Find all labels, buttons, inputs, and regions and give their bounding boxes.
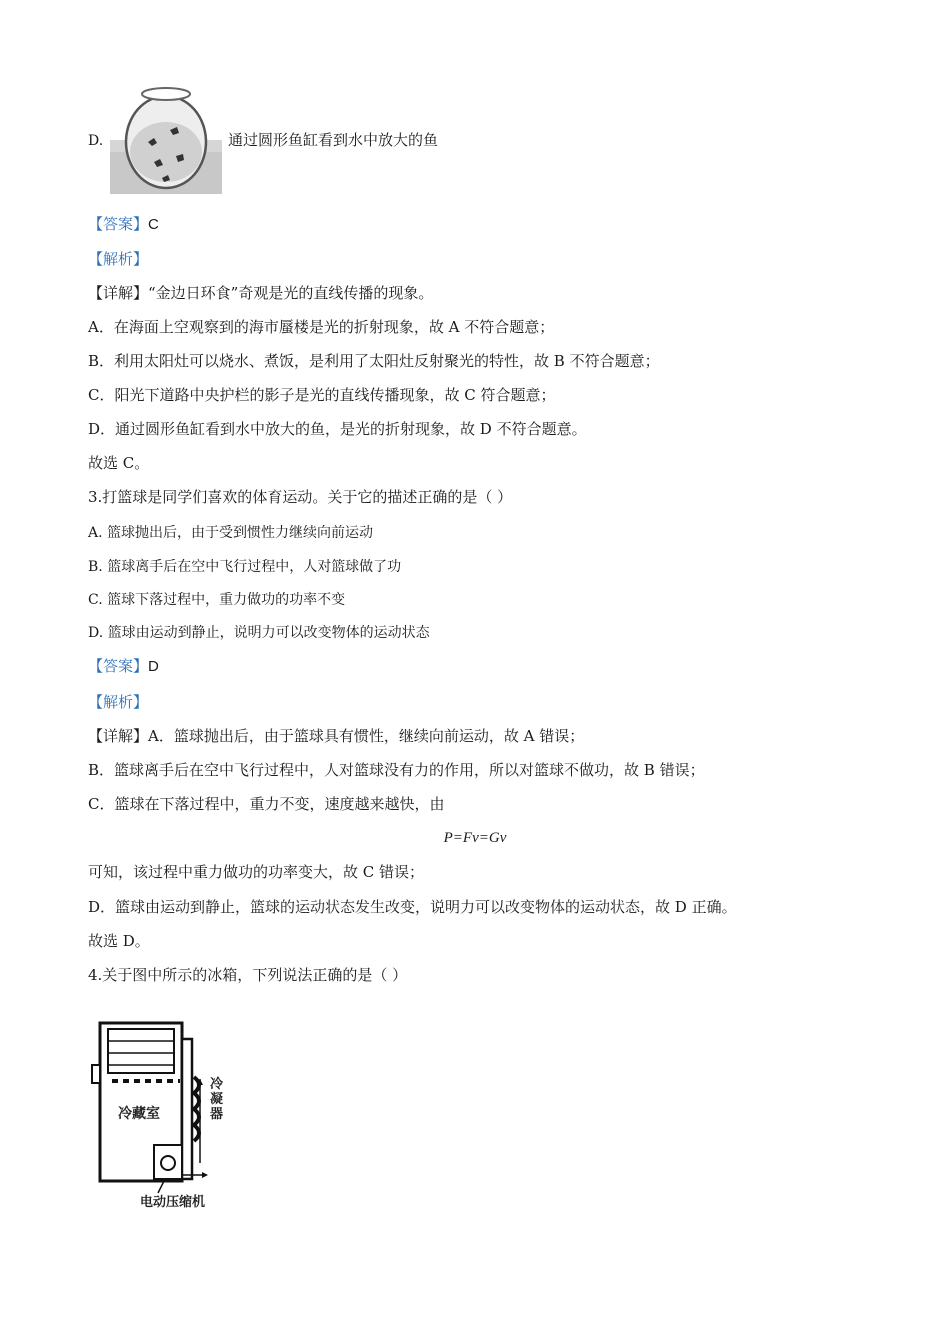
q3-detail-line-d: D．篮球由运动到静止，篮球的运动状态发生改变，说明力可以改变物体的运动状态，故 D 正确。 — [88, 898, 737, 916]
q3-option-b: B. 篮球离手后在空中飞行过程中，人对篮球做了功 — [88, 559, 402, 575]
q3-answer — [88, 656, 159, 677]
answer-value: C — [148, 216, 159, 233]
condenser-label: 冷凝器 — [210, 1077, 224, 1122]
detail-tag: 【详解】 — [88, 284, 149, 302]
answer-tag: 【答案】 — [88, 215, 149, 233]
q3-conclusion: 故选 D。 — [88, 932, 150, 950]
compressor-label: 电动压缩机 — [140, 1195, 206, 1210]
q4-stem: 4.关于图中所示的冰箱，下列说法正确的是（ ） — [88, 966, 408, 984]
q2-analysis-tag: 【解析】 — [88, 250, 149, 268]
q2-detail-line-4: D．通过圆形鱼缸看到水中放大的鱼，是光的折射现象，故 D 不符合题意。 — [88, 420, 587, 438]
q2-detail-line-0: 【详解】“金边日环食”奇观是光的直线传播的现象。 — [88, 284, 434, 302]
q2-option-d-letter: D. — [88, 133, 104, 149]
power-formula: P=Fv=Gv — [443, 830, 507, 846]
answer-tag: 【答案】 — [88, 657, 149, 675]
q3-detail-line-a: 【详解】A．篮球抛出后，由于篮球具有惯性，继续向前运动，故 A 错误； — [88, 727, 585, 745]
fishbowl-image — [110, 82, 222, 194]
refrigerator-figure — [88, 1015, 248, 1215]
q3-detail-line-c: C．篮球在下落过程中，重力不变，速度越来越快，由 — [88, 795, 445, 813]
chamber-label: 冷藏室 — [118, 1106, 160, 1122]
q3-option-c: C. 篮球下落过程中，重力做功的功率不变 — [88, 592, 346, 608]
q3-analysis-tag: 【解析】 — [88, 693, 149, 711]
q3-detail-line-c2: 可知，该过程中重力做功的功率变大，故 C 错误； — [88, 863, 425, 881]
answer-value: D — [148, 658, 159, 675]
q2-option-d-text: 通过圆形鱼缸看到水中放大的鱼 — [228, 131, 439, 149]
q3-detail-line-b: B．篮球离手后在空中飞行过程中，人对篮球没有力的作用，所以对篮球不做功，故 B 错误； — [88, 761, 705, 779]
q2-detail-line-2: B．利用太阳灶可以烧水、煮饭，是利用了太阳灶反射聚光的特性，故 B 不符合题意； — [88, 352, 660, 370]
detail-tag: 【详解】 — [88, 727, 149, 745]
q2-detail-line-3: C．阳光下道路中央护栏的影子是光的直线传播现象，故 C 符合题意； — [88, 386, 556, 404]
q3-option-d: D. 篮球由运动到静止，说明力可以改变物体的运动状态 — [88, 625, 430, 641]
q2-answer — [88, 214, 159, 235]
q2-conclusion: 故选 C。 — [88, 454, 150, 472]
q2-detail-line-1: A．在海面上空观察到的海市蜃楼是光的折射现象，故 A 不符合题意； — [88, 318, 555, 336]
q3-option-a: A. 篮球抛出后，由于受到惯性力继续向前运动 — [88, 525, 374, 541]
q3-stem: 3.打篮球是同学们喜欢的体育运动。关于它的描述正确的是（ ） — [88, 488, 513, 506]
